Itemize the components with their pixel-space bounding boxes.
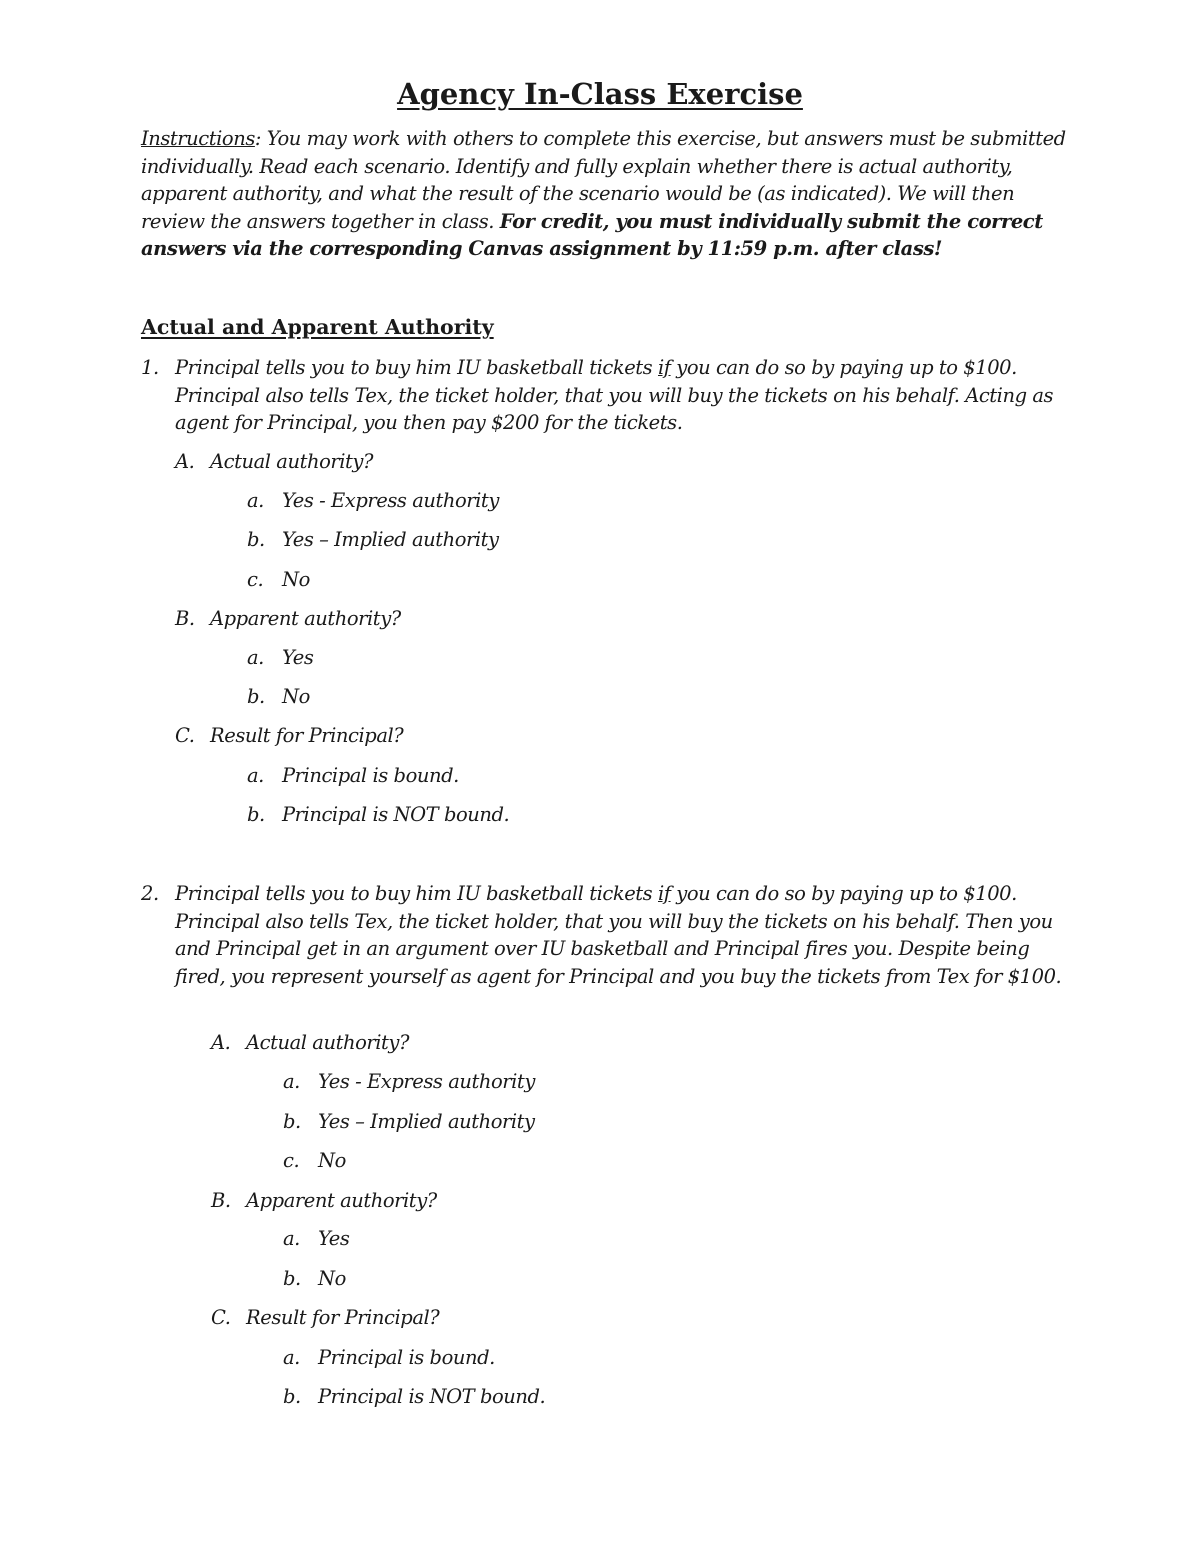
option-letter: a.: [283, 1070, 300, 1093]
question-number: 2.: [141, 882, 159, 905]
section-heading: Actual and Apparent Authority: [141, 315, 494, 339]
option-letter: c.: [247, 568, 264, 591]
question-text: [175, 354, 1075, 437]
part-letter: C.: [175, 724, 195, 747]
part-prompt: Result for Principal?: [210, 724, 404, 747]
part-prompt: Actual authority?: [210, 450, 373, 473]
part-prompt: Apparent authority?: [246, 1189, 437, 1212]
option-letter: c.: [283, 1149, 300, 1172]
part-letter: A.: [211, 1031, 231, 1054]
option-letter: b.: [283, 1110, 301, 1133]
option-text: Principal is bound.: [282, 764, 459, 787]
question-text-before: Principal tells you to buy him IU basketball tickets: [175, 882, 658, 905]
question-text-after: you can do so by paying up to $100. Principal also tells Tex, the ticket holder, that you will buy the tickets on his behalf. Acting as agent for Principal, you then pay $200 for the tickets.: [175, 356, 1054, 434]
option-letter: a.: [247, 489, 264, 512]
question-text-before: Principal tells you to buy him IU basketball tickets: [175, 356, 658, 379]
instructions-paragraph: [141, 125, 1066, 263]
instructions-label: Instructions: [141, 127, 255, 150]
option-text: Yes: [282, 646, 314, 669]
instructions-text: You may work with others to complete this exercise, but answers must be submitted individually. Read each scenario. Identify and fully explain whether there is actual authority, apparent authority, and what the result of the scenario would be (as indicated). We will then review the answers together in class.: [141, 127, 1066, 233]
option-letter: b.: [247, 685, 265, 708]
part-letter: B.: [211, 1189, 231, 1212]
option-text: Principal is bound.: [318, 1346, 495, 1369]
option-text: Yes: [318, 1227, 350, 1250]
question-text: [175, 880, 1075, 990]
part-letter: C.: [211, 1306, 231, 1329]
option-text: No: [318, 1149, 346, 1172]
option-letter: a.: [283, 1227, 300, 1250]
part-letter: B.: [175, 607, 195, 630]
option-text: Principal is NOT bound.: [318, 1385, 546, 1408]
option-letter: a.: [247, 646, 264, 669]
option-letter: b.: [283, 1267, 301, 1290]
question-text-underlined: if: [658, 356, 671, 379]
option-letter: b.: [247, 528, 265, 551]
option-letter: a.: [283, 1346, 300, 1369]
option-text: Yes – Implied authority: [318, 1110, 535, 1133]
instructions-colon: :: [254, 127, 262, 150]
question-text-after: you can do so by paying up to $100. Principal also tells Tex, the ticket holder, that you will buy the tickets on his behalf. Then you and Principal get in an argument over IU basketball and Principal fires you. Despite being fired, you represent yourself as agent for Principal and you buy the tickets from Tex for $100.: [175, 882, 1062, 988]
question-number: 1.: [141, 356, 159, 379]
question-text-underlined: if: [658, 882, 671, 905]
part-letter: A.: [175, 450, 195, 473]
option-text: No: [318, 1267, 346, 1290]
option-text: No: [282, 685, 310, 708]
option-text: Principal is NOT bound.: [282, 803, 510, 826]
option-letter: a.: [247, 764, 264, 787]
part-prompt: Actual authority?: [246, 1031, 409, 1054]
option-letter: b.: [247, 803, 265, 826]
option-letter: b.: [283, 1385, 301, 1408]
option-text: Yes - Express authority: [282, 489, 499, 512]
instructions-credit-note: For credit, you must individually submit the correct answers via the corresponding Canvas assignment by 11:59 p.m. after class!: [141, 209, 1043, 261]
page-title: Agency In-Class Exercise: [397, 77, 803, 111]
option-text: Yes - Express authority: [318, 1070, 535, 1093]
part-prompt: Result for Principal?: [246, 1306, 440, 1329]
option-text: Yes – Implied authority: [282, 528, 499, 551]
option-text: No: [282, 568, 310, 591]
part-prompt: Apparent authority?: [210, 607, 401, 630]
